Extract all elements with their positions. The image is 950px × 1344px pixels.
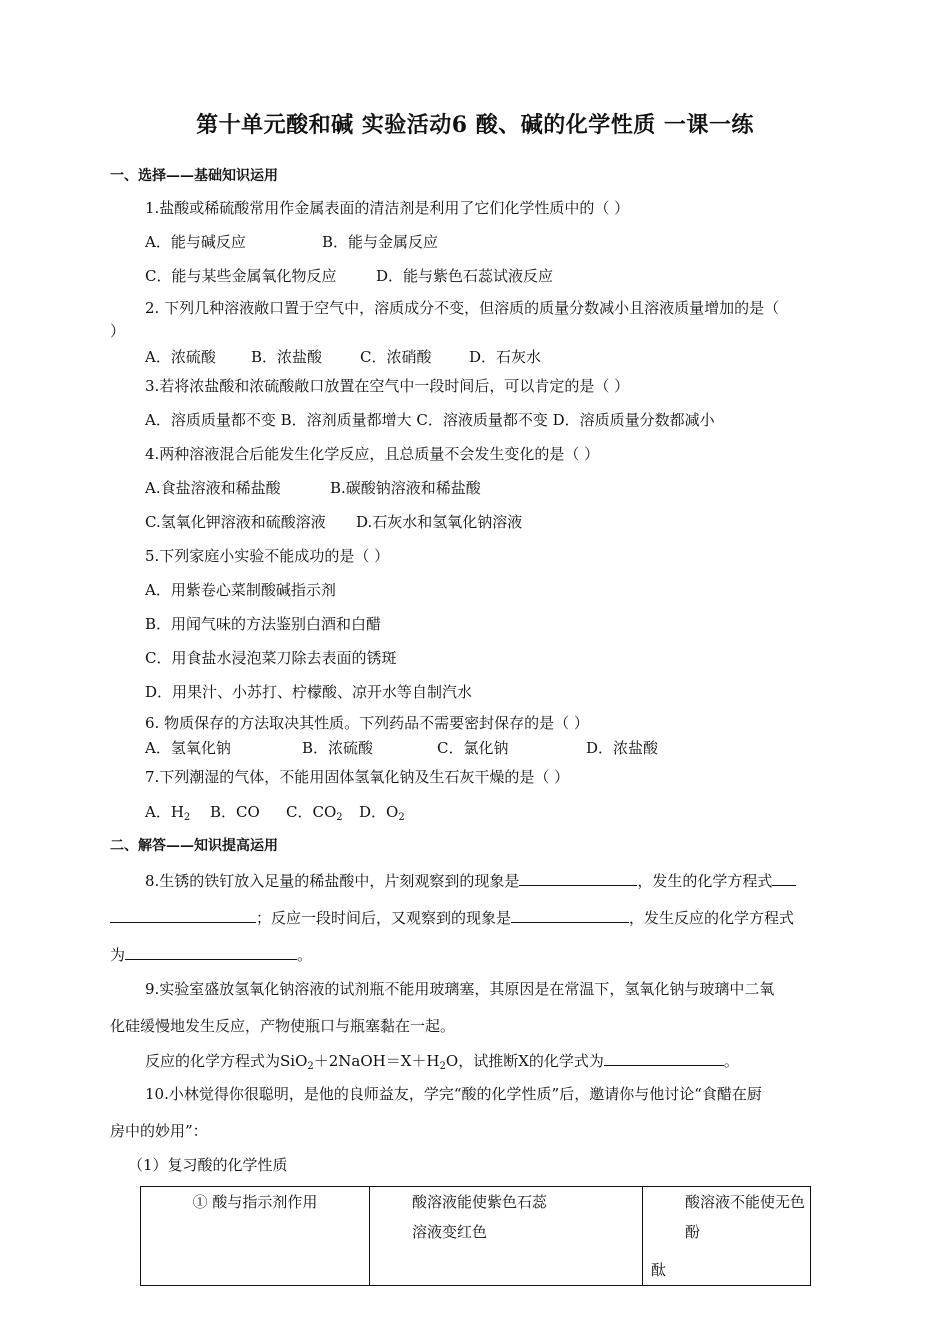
question-8-line-3: 为 。	[110, 946, 313, 964]
question-2-option-b: B．浓盐酸	[251, 348, 323, 366]
question-2-stem-end: ）	[110, 322, 126, 340]
question-5-stem: 5.下列家庭小实验不能成功的是（ ）	[145, 547, 390, 565]
acid-properties-table	[140, 1186, 811, 1286]
question-7-option-c: C．$CO_2$	[286, 803, 343, 823]
question-6-option-c: C．氯化钠	[437, 739, 509, 757]
question-4-stem: 4.两种溶液混合后能发生化学反应，且总质量不会发生变化的是（ ）	[145, 445, 600, 463]
table-row	[141, 1187, 811, 1286]
table-cell-text: 酸溶液不能使无色酚	[685, 1193, 806, 1241]
question-10-subheading: （1）复习酸的化学性质	[128, 1156, 288, 1174]
question-10-line-2: 房中的妙用”：	[110, 1122, 208, 1140]
page-title: 第十单元酸和碱 实验活动6 酸、碱的化学性质 一课一练	[196, 112, 754, 138]
question-8-line-2: ；反应一段时间后，又观察到的现象是 ，发生反应的化学方程式	[110, 907, 794, 928]
question-6-stem: 6. 物质保存的方法取决其性质。下列药品不需要密封保存的是（ ）	[145, 714, 589, 732]
question-5-option-a: A．用紫卷心菜制酸碱指示剂	[145, 581, 336, 599]
answer-blank	[772, 870, 796, 886]
section-heading-choice: 一、选择——基础知识运用	[110, 168, 278, 184]
table-cell	[141, 1187, 370, 1286]
question-7-option-a: A．$H_2$	[145, 803, 191, 823]
question-1-stem: 1.盐酸或稀硫酸常用作金属表面的清洁剂是利用了它们化学性质中的（ ）	[145, 199, 630, 217]
question-1-option-b: B．能与金属反应	[322, 233, 439, 251]
table-cell-text: ① 酸与指示剂作用	[192, 1193, 318, 1211]
question-6-option-b: B．浓硫酸	[302, 739, 374, 757]
question-2-stem: 2. 下列几种溶液敞口置于空气中，溶质成分不变，但溶质的质量分数减小且溶液质量增加的是（	[145, 299, 780, 317]
question-7-option-d: D．$O_2$	[359, 803, 405, 823]
question-9-line-2: 化硅缓慢地发生反应，产物使瓶口与瓶塞黏在一起。	[110, 1017, 456, 1035]
question-4-option-b: B.碳酸钠溶液和稀盐酸	[330, 479, 481, 497]
question-2-option-c: C．浓硝酸	[360, 348, 432, 366]
question-7-stem: 7.下列潮湿的气体，不能用固体氢氧化钠及生石灰干燥的是（ ）	[145, 768, 570, 786]
question-9-line-3: 反应的化学方程式为$SiO_2+2NaOH=X+H_2O$，试推断X的化学式为 。	[145, 1052, 739, 1072]
question-5-option-d: D．用果汁、小苏打、柠檬酸、凉开水等自制汽水	[145, 683, 473, 701]
table-cell-text: 酸溶液能使紫色石蕊	[412, 1193, 548, 1211]
table-cell-text: 酞	[651, 1261, 667, 1279]
question-9-line-1: 9.实验室盛放氢氧化钠溶液的试剂瓶不能用玻璃塞，其原因是在常温下，氢氧化钠与玻璃中二氧	[145, 980, 775, 998]
question-8-line-1: 8.生锈的铁钉放入足量的稀盐酸中，片刻观察到的现象是 ，发生的化学方程式	[145, 870, 796, 891]
question-6-option-a: A．氢氧化钠	[145, 739, 231, 757]
question-7-option-b: B．CO	[210, 803, 260, 821]
question-6-option-d: D．浓盐酸	[586, 739, 659, 757]
question-2-option-d: D．石灰水	[469, 348, 542, 366]
question-5-option-b: B．用闻气味的方法鉴别白酒和白醋	[145, 615, 382, 633]
section-heading-answer: 二、解答——知识提高运用	[110, 838, 278, 854]
table-cell	[643, 1187, 811, 1286]
question-5-option-c: C．用食盐水浸泡菜刀除去表面的锈斑	[145, 649, 397, 667]
answer-blank	[110, 907, 256, 923]
question-4-option-d: D.石灰水和氢氧化钠溶液	[356, 513, 523, 531]
question-3-stem: 3.若将浓盐酸和浓硫酸敞口放置在空气中一段时间后，可以肯定的是（ ）	[145, 377, 630, 395]
table-cell-text: 溶液变红色	[412, 1223, 488, 1241]
question-1-option-d: D．能与紫色石蕊试液反应	[376, 267, 554, 285]
question-2-option-a: A．浓硫酸	[145, 348, 216, 366]
question-3-options: A．溶质质量都不变 B．溶剂质量都增大 C．溶液质量都不变 D．溶质质量分数都减小	[145, 411, 715, 429]
answer-blank	[511, 907, 629, 923]
answer-blank	[125, 944, 297, 960]
question-4-option-a: A.食盐溶液和稀盐酸	[145, 479, 281, 497]
question-1-option-c: C．能与某些金属氧化物反应	[145, 267, 337, 285]
table-cell	[370, 1187, 643, 1286]
answer-blank	[519, 870, 637, 886]
question-4-option-c: C.氢氧化钾溶液和硫酸溶液	[145, 513, 326, 531]
question-1-option-a: A．能与碱反应	[145, 233, 246, 251]
answer-blank	[604, 1050, 724, 1066]
question-10-line-1: 10.小林觉得你很聪明，是他的良师益友，学完“酸的化学性质”后，邀请你与他讨论“食醋在厨	[145, 1085, 762, 1103]
